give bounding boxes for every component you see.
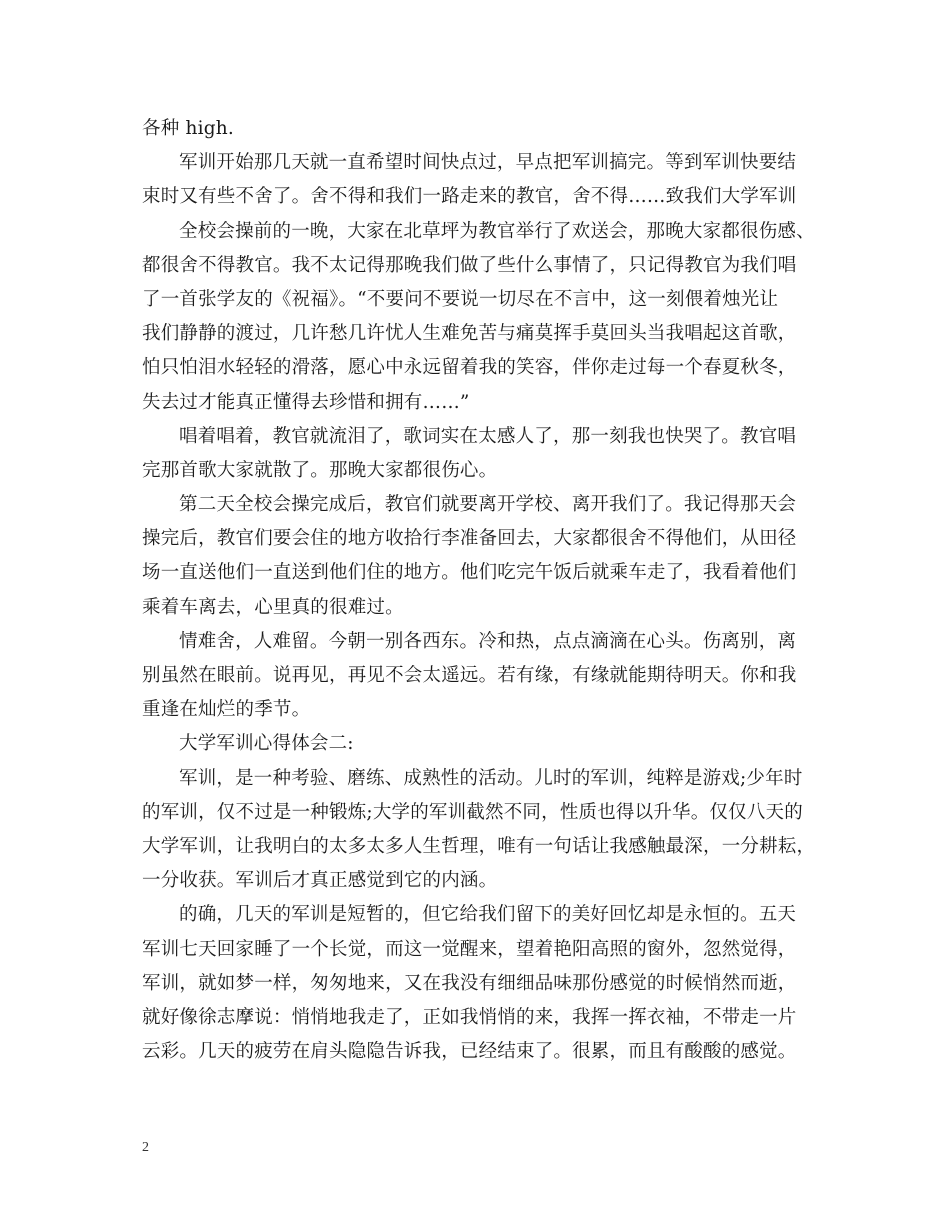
text-line: 怕只怕泪水轻轻的滑落，愿心中永远留着我的笑容，伴你走过每一个春夏秋冬， xyxy=(142,357,797,379)
text-line: 了一首张学友的《祝福》。“不要问不要说一切尽在不言中，这一刻偎着烛光让 xyxy=(142,288,779,310)
text-line: 都很舍不得教官。我不太记得那晚我们做了些什么事情了，只记得教官为我们唱 xyxy=(142,254,797,276)
text-line: 全校会操前的一晚，大家在北草坪为教官举行了欢送会，那晚大家都很伤感、 xyxy=(179,220,815,242)
text-line: 情难舍，人难留。今朝一别各西东。冷和热，点点滴滴在心头。伤离别，离 xyxy=(179,630,797,652)
text-line: 唱着唱着，教官就流泪了，歌词实在太感人了，那一刻我也快哭了。教官唱 xyxy=(179,425,797,447)
text-line: 失去过才能真正懂得去珍惜和拥有……” xyxy=(142,391,470,413)
document-body xyxy=(142,112,822,1069)
page-number: 2 xyxy=(142,1140,149,1155)
text-line: 大学军训，让我明白的太多太多人生哲理，唯有一句话让我感触最深，一分耕耘， xyxy=(142,835,816,857)
text-line: 云彩。几天的疲劳在肩头隐隐告诉我，已经结束了。很累，而且有酸酸的感觉。 xyxy=(142,1041,797,1063)
text-line: 就好像徐志摩说：悄悄地我走了，正如我悄悄的来，我挥一挥衣袖，不带走一片 xyxy=(142,1006,797,1028)
text-line: 的确，几天的军训是短暂的，但它给我们留下的美好回忆却是永恒的。五天 xyxy=(179,904,797,926)
text-line: 大学军训心得体会二: xyxy=(179,733,354,755)
text-line: 第二天全校会操完成后，教官们就要离开学校、离开我们了。我记得那天会 xyxy=(179,494,797,516)
text-line: 各种 high. xyxy=(142,118,234,139)
text-line: 完那首歌大家就散了。那晚大家都很伤心。 xyxy=(142,459,498,481)
text-line: 重逢在灿烂的季节。 xyxy=(142,699,311,721)
text-line: 束时又有些不舍了。舍不得和我们一路走来的教官，舍不得……致我们大学军训 xyxy=(142,186,797,208)
text-line: 军训，是一种考验、磨练、成熟性的活动。儿时的军训，纯粹是游戏;少年时 xyxy=(179,767,803,789)
text-line: 的军训，仅不过是一种锻炼;大学的军训截然不同，性质也得以升华。仅仅八天的 xyxy=(142,801,803,823)
text-line: 军训，就如梦一样，匆匆地来，又在我没有细细品味那份感觉的时候悄然而逝， xyxy=(142,972,797,994)
text-line: 别虽然在眼前。说再见，再见不会太遥远。若有缘，有缘就能期待明天。你和我 xyxy=(142,665,797,686)
text-line: 军训开始那几天就一直希望时间快点过，早点把军训搞完。等到军训快要结 xyxy=(179,152,797,174)
text-line: 乘着车离去，心里真的很难过。 xyxy=(142,596,404,618)
text-line: 军训七天回家睡了一个长觉，而这一觉醒来，望着艳阳高照的窗外，忽然觉得， xyxy=(142,938,797,960)
text-line: 场一直送他们一直送到他们住的地方。他们吃完午饭后就乘车走了，我看着他们 xyxy=(142,562,797,584)
text-line: 我们静静的渡过，几许愁几许忧人生难免苦与痛莫挥手莫回头当我唱起这首歌， xyxy=(142,323,797,345)
text-line: 一分收获。军训后才真正感觉到它的内涵。 xyxy=(142,870,498,892)
text-line: 操完后，教官们要会住的地方收拾行李准备回去，大家都很舍不得他们，从田径 xyxy=(142,528,797,550)
